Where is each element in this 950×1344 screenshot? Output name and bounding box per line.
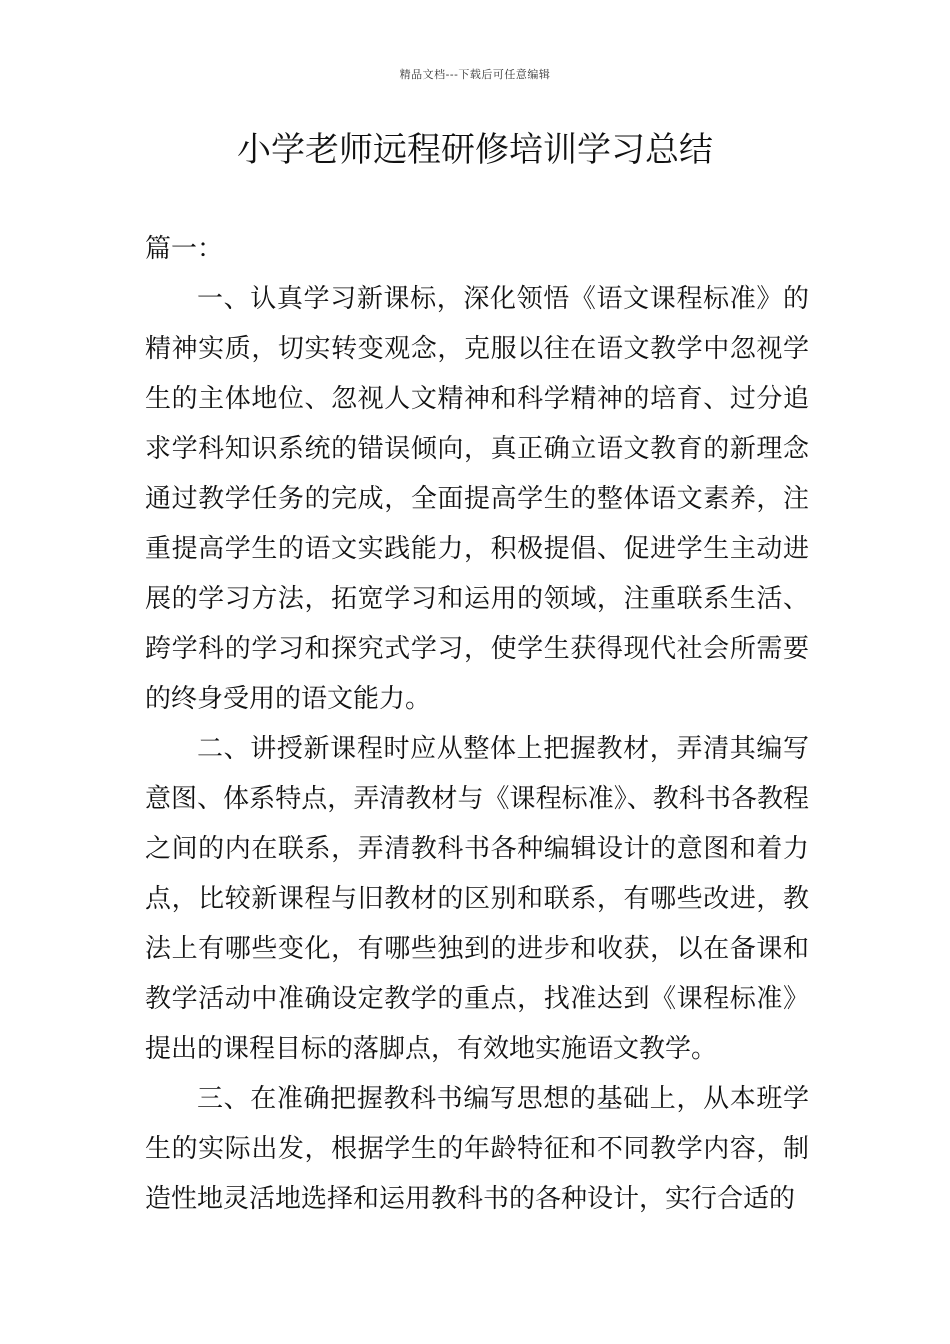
document-title: 小学老师远程研修培训学习总结: [237, 130, 713, 170]
header-note: 精品文档---下载后可任意编辑: [399, 68, 551, 81]
paragraph-3: 三、在准确把握教科书编写思想的基础上，从本班学生的实际出发，根据学生的年龄特征和不同教学内容，制造性地灵活地选择和运用教科书的各种设计，实行合适的: [145, 1084, 809, 1214]
section-label: 篇一：: [145, 234, 224, 264]
document-body: [145, 224, 809, 1224]
paragraph-2: 二、讲授新课程时应从整体上把握教材，弄清其编写意图、体系特点，弄清教材与《课程标准》、教科书各教程之间的内在联系，弄清教科书各种编辑设计的意图和着力点，比较新课程与旧教材的区别和联系，有哪些改进，教法上有哪些变化，有哪些独到的进步和收获，以在备课和教学活动中准确设定教学的重点，找准达到《课程标准》提出的课程目标的落脚点，有效地实施语文教学。: [145, 734, 809, 1064]
paragraph-1: 一、认真学习新课标，深化领悟《语文课程标准》的精神实质，切实转变观念，克服以往在语文教学中忽视学生的主体地位、忽视人文精神和科学精神的培育、过分追求学科知识系统的错误倾向，真正确立语文教育的新理念通过教学任务的完成，全面提高学生的整体语文素养，注重提高学生的语文实践能力，积极提倡、促进学生主动进展的学习方法，拓宽学习和运用的领域，注重联系生活、跨学科的学习和探究式学习，使学生获得现代社会所需要的终身受用的语文能力。: [145, 284, 809, 714]
